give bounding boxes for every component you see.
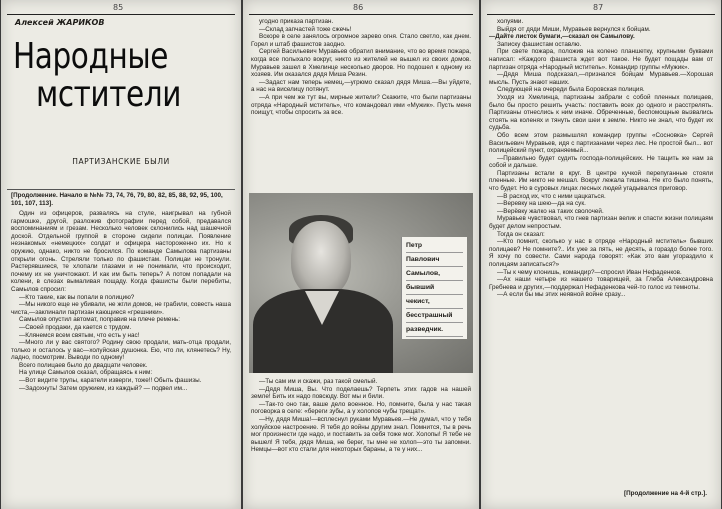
article-title xyxy=(13,38,181,114)
paragraph: Муравьев чувствовал, что гнев партизан велик и спасти жизни полицаям будет делом непростым. xyxy=(489,215,713,231)
caption-line: Самылов, xyxy=(406,267,463,281)
article-subtitle: ПАРТИЗАНСКИЕ БЫЛИ xyxy=(72,157,170,166)
paragraph: угодно приказа партизан. xyxy=(259,18,334,25)
paragraph: —Дядя Миша, Вы. Что поделаешь? Терпеть этих гадов на нашей земле! Бить их надо повсюду. Вот мы и били. xyxy=(251,385,471,401)
paragraph: —Клянемся всем святым, что есть у нас! xyxy=(19,331,140,339)
paragraph: —Кто такие, как вы попали в полицию? xyxy=(19,293,135,301)
paragraph: —А при чем же тут вы, мирные жители? Скажите, что были партизаны отряда «Народный мститель», что командовал ими «Мужик». Пусть меня поищут, чтобы спросить за все. xyxy=(251,93,471,117)
article-column-bottom xyxy=(251,378,471,506)
paragraph: —Так-то оно так, ваше дело военное. Но, помните, была у нас такая поговорка в селе: «береги зубы, а у холопов чубы трещат». xyxy=(251,400,471,416)
paragraph: —Ты сам им и скажи, раз такой смелый. xyxy=(259,378,378,385)
paragraph: На улице Самылов сказал, обращаясь к ним: xyxy=(19,369,153,377)
paragraph: —Много ли у вас святого? Родину свою продали, мать-отца продали, только и осталось у вас—холуйская душонка. Ею, что ли, клянетесь? Ну, ладно, посмотрим. Выводи по одному! xyxy=(11,339,231,362)
article-column xyxy=(11,210,231,505)
article-column xyxy=(489,18,713,488)
header-rule xyxy=(7,14,235,15)
paragraph: Сергей Васильевич Муравьев обратил внимание, что во время пожара, когда все полыхало вокруг, никто из жителей не вышел из своих домов. Муравьев зашел в Хмелинце несколько дворов. Но подошел к одному из хозяев. Им оказался дядя Миша Резин. xyxy=(251,48,471,79)
paragraph: Самылов опустил автомат, поправив на плече ремень: xyxy=(19,316,180,324)
paragraph: —Ну, дядя Миша!—всплеснул руками Муравьев.—Не думал, что у тебя холуйское настроение. Я тебя до войны другим знал. Помнится, ты в речь мог произнести где надо, и поставить за себя тоже мог. Холопы! Я тебе не вышел! Я тебя, дядя Миша, не берег, ты мне не холоп—это ты запомни. Немцы—вот кто стали для некоторых бараны, а те у них... xyxy=(251,415,471,454)
paragraph: —Дядя Миша подсказал,—признался бойцам Муравьев.—Хорошая мысль. Пусть знают наших. xyxy=(489,71,713,86)
continuation-note: [Продолжение на 4-й стр.]. xyxy=(623,490,707,497)
subtitle-frame xyxy=(7,120,235,190)
paragraph: —Задохнуть! Затем оружием, из каждый? — подвел им... xyxy=(19,384,188,392)
paragraph: При свете пожара, положив на колено планшетку, крупными буквами написал: «Каждого фашиста ждет вот такое. Не будет пощады вам от партизан отряда «Народный мститель». Командир группы «Мужик». xyxy=(489,48,713,71)
paragraph: —Задаст нам теперь немец,—угрюмо сказал дядя Миша.—Вы уйдете, а нас на виселицу потянут. xyxy=(251,78,471,94)
paragraph: —Склад запчастей тоже сжечь! xyxy=(259,25,352,33)
page-number: 85 xyxy=(113,3,124,12)
paragraph: —Дайте листок бумаги,—сказал он Самылову. xyxy=(489,33,635,41)
paragraph: Один из офицеров, развалясь на стуле, наигрывал на губной гармошке, другой, разложив фотографии перед собой, предавался воспоминаниям и грезам. Несколько человек склонились над шашечной доской. Отдельной группой в стороне сидели полицаи. Появление незнакомых «немецких» солдат и офицера настороженно их. Но к оружию, однако, никто не бросился. По команде Самылова партизаны открыли огонь. Стреляли только по фашистам. Полицаи не тронули. Растерявшиеся, те хлопали глазами и не понимали, что происходит, почему их не уничтожают. И как им быть теперь? А потом попадали на колени, в слезах вымаливая пощаду. Когда фашисты были перебиты, Самылов спросил: xyxy=(11,210,231,293)
author-name: Алексей ЖАРИКОВ xyxy=(15,18,105,27)
page-number: 86 xyxy=(353,3,364,12)
paragraph: —Верёвку жалко на таких сволочей. xyxy=(497,207,604,215)
paragraph: —Кто помнит, сколько у нас в отряде «Народный мститель» бывших полицаев? Не помните?.. Их уже за пять, не десять, а гораздо более того. Я хочу по совести. Сами народа говорят: «Как это вам угораздило к полицаям записаться?» xyxy=(489,238,713,268)
caption-line: бесстрашный xyxy=(406,309,463,323)
caption-line: Петр xyxy=(406,239,463,253)
paragraph: —Ах наши четыре из нашего товарищей, за Глеба Александровна Гребнева и других,—поддержал Нефаденкова чей-то голос из темноты. xyxy=(489,276,713,291)
caption-line: бывший xyxy=(406,281,463,295)
portrait-head xyxy=(291,221,351,297)
paragraph: Тогда он сказал: xyxy=(497,230,545,238)
paragraph: Вскоре в селе занялось огромное зарево огня. Стало светло, как днем. Горел и штаб фашистов заодно. xyxy=(251,33,471,48)
continuation-note: [Продолжение. Начало в №№ 73, 74, 76, 79, 80, 82, 85, 88, 92, 95, 100, 101, 107, 113]. xyxy=(11,192,223,207)
paragraph: Партизаны встали в круг. В центре кучкой перепуганные стояли пленные. Им никто не мешал. Вокруг лежала тишина. Не кто было понять, что будет. Но в суровых лицах лесных людей угадывался приговор. xyxy=(489,169,713,193)
paragraph: —Ты к чему клонишь, командир?—спросил Иван Нефаденков. xyxy=(497,268,682,276)
portrait-photo xyxy=(249,193,473,373)
title-line-2: мстители xyxy=(35,74,181,115)
paragraph: Следующей на очереди была Боровская полиция. xyxy=(497,86,645,94)
paragraph: —Веревку на шею—да на сук. xyxy=(497,200,586,208)
paragraph: Всего полицаев было до двадцати человек. xyxy=(19,361,148,369)
paragraph: —Правильно будет судить господа-полицейских. Не тащить же нам за собой и дальше. xyxy=(489,154,713,170)
paragraph: —В расход их, что с ними цацкаться. xyxy=(497,192,606,200)
paragraph: Записку фашистам оставлю. xyxy=(497,40,582,48)
paragraph: —Мы никого еще не убивали, не жгли домов, не грабили, совесть наша чиста,—заклинали партизан кающиеся «грешники». xyxy=(11,301,231,316)
paragraph: —А если бы мы этих неявной войне сразу... xyxy=(497,291,626,299)
caption-line: чекист, xyxy=(406,295,463,309)
paragraph: холуями. xyxy=(497,18,524,25)
paragraph: Выйдя от дяди Миши, Муравьев вернулся к бойцам. xyxy=(497,25,651,33)
caption-line: разведчик. xyxy=(406,323,463,337)
header-rule xyxy=(487,14,715,15)
page-86 xyxy=(243,0,479,509)
photo-caption xyxy=(401,237,467,339)
paragraph: —Своей продажи, да кается с трудом. xyxy=(19,323,132,331)
page-85 xyxy=(1,0,241,509)
paragraph: —Вот видите трупы, каратели изверги, тоже!! Обыть фашизы. xyxy=(19,377,202,385)
paragraph: Уходя из Хмелинца, партизаны забрали с собой пленных полицаев, было бы просто решить участь: поставить всех до одного и расстрелять. Партизаны отнеслись к ним иначе. Обреченные, беспомощные вызвались стоять на коленях и тянуть свои шеи к земле. Никто не знал, что будет их судьба. xyxy=(489,93,713,132)
paragraph: Обо всем этом размышлял командир группы «Сосновка» Сергей Васильевич Муравьев, идя с партизанами через лес. Не простой был... вот полицейский пункт, охраняемый... xyxy=(489,131,713,155)
header-rule xyxy=(249,14,473,15)
page-number: 87 xyxy=(593,3,604,12)
title-line-1: Народные xyxy=(13,36,168,77)
article-column-top xyxy=(251,18,471,190)
page-87 xyxy=(481,0,721,509)
caption-line: Павлович xyxy=(406,253,463,267)
